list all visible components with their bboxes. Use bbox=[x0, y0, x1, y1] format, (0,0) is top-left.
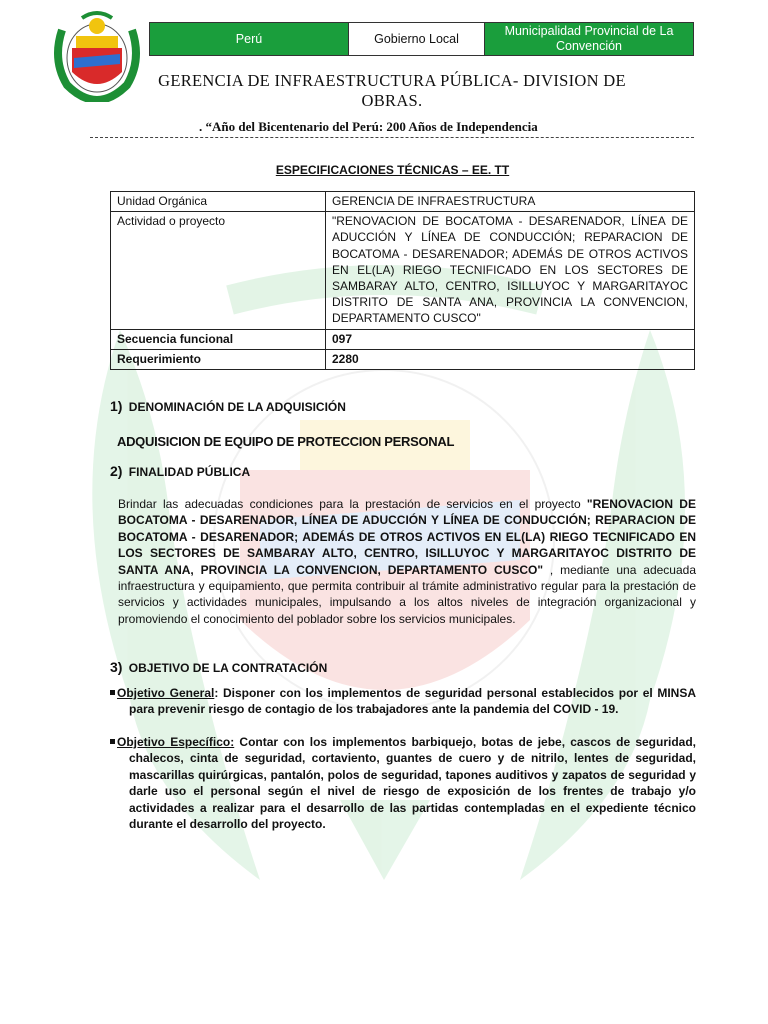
section-title: FINALIDAD PÚBLICA bbox=[128, 465, 251, 479]
table-value: GERENCIA DE INFRAESTRUCTURA bbox=[326, 192, 695, 212]
info-table bbox=[110, 191, 695, 370]
section-1-heading bbox=[110, 398, 346, 414]
section-title: DENOMINACIÓN DE LA ADQUISICIÓN bbox=[128, 400, 346, 414]
section-title: OBJETIVO DE LA CONTRATACIÓN bbox=[128, 661, 328, 675]
finalidad-prefix: Brindar las adecuadas condiciones para la prestación de servicios en el proyecto bbox=[118, 497, 587, 511]
table-value: 097 bbox=[326, 329, 695, 349]
objetivo-especifico-text: Contar con los implementos barbiquejo, botas de jebe, cascos de seguridad, chalecos, cinta de seguridad, cortaviento, guantes de cuero y de nitrilo, lentes de seguridad, mascarillas quirúrgicas, pantalón, polos de seguridad, tapones auditivos y zapatos de seguridad y darle uso el personal según el nivel de riesgo de exposición de los frentes de trabajo y/o actividades a realizar para el desarrollo de las partidas contempladas en el expediente técnico durante el desarrollo del proyecto. bbox=[129, 735, 697, 832]
table-value: "RENOVACION DE BOCATOMA - DESARENADOR, LÍNEA DE ADUCCIÓN Y LÍNEA DE CONDUCCIÓN; REPARACION DE BOCATOMA - DESARENADOR; ADEMÁS DE OTROS ACTIVOS EN EL(LA) RIEGO TECNIFICADO EN LOS SECTORES DE SAMBARAY ALTO, CENTRO, ISILLUYOC Y MARGARITAYOC DISTRITO DE SANTA ANA, PROVINCIA LA CONVENCION, DEPARTAMENTO CUSCO" bbox=[326, 212, 695, 329]
table-value: 2280 bbox=[326, 349, 695, 369]
header-gobierno-local: Gobierno Local bbox=[348, 23, 485, 55]
objetivo-especifico-label: Objetivo Específico: bbox=[117, 735, 235, 749]
header-bar bbox=[149, 22, 694, 56]
gerencia-title: GERENCIA DE INFRAESTRUCTURA PÚBLICA- DIVISION DE OBRAS. bbox=[158, 71, 626, 110]
table-key: Actividad o proyecto bbox=[111, 212, 326, 329]
header-divider bbox=[90, 137, 694, 138]
header-municipalidad: Municipalidad Provincial de La Convención bbox=[485, 23, 693, 55]
table-row bbox=[111, 329, 695, 349]
section-number: 2) bbox=[110, 463, 123, 479]
bullet-square-icon bbox=[110, 690, 115, 695]
table-row bbox=[111, 192, 695, 212]
objetivo-general-text: : Disponer con los implementos de seguridad personal establecidos por el MINSA para prevenir riesgo de contagio de los trabajadores ante la pandemia del COVID - 19. bbox=[129, 686, 696, 717]
table-key: Unidad Orgánica bbox=[111, 192, 326, 212]
objetivo-especifico bbox=[110, 734, 696, 832]
anio-bicentenario: . “Año del Bicentenario del Perú: 200 Años de Independencia bbox=[199, 119, 538, 134]
section-number: 3) bbox=[110, 659, 123, 675]
municipal-seal-logo bbox=[52, 10, 142, 102]
finalidad-suffix: , mediante una adecuada infraestructura y equipamiento, que permita contribuir al trámite administrativo regular para la prestación de servicios y actividades municipales, impulsando a los altos niveles de integración organizacional y promoviendo el conocimiento del poblador sobre los servicios municipales. bbox=[118, 562, 696, 626]
table-key: Requerimiento bbox=[111, 349, 326, 369]
header-peru: Perú bbox=[150, 23, 348, 55]
bullet-square-icon bbox=[110, 739, 115, 744]
table-key: Secuencia funcional bbox=[111, 329, 326, 349]
section-number: 1) bbox=[110, 398, 123, 414]
table-row bbox=[111, 349, 695, 369]
finalidad-paragraph bbox=[118, 496, 696, 627]
table-row bbox=[111, 212, 695, 329]
spec-title: ESPECIFICACIONES TÉCNICAS – EE. TT bbox=[275, 163, 510, 177]
adquisicion-text: ADQUISICION DE EQUIPO DE PROTECCION PERSONAL bbox=[117, 434, 455, 449]
objetivo-general-label: Objetivo General bbox=[117, 686, 215, 700]
section-2-heading bbox=[110, 463, 250, 479]
finalidad-project: "RENOVACION DE BOCATOMA - DESARENADOR, LÍNEA DE ADUCCIÓN Y LÍNEA DE CONDUCCIÓN; REPARACION DE BOCATOMA - DESARENADOR; ADEMÁS DE OTROS ACTIVOS EN EL(LA) RIEGO TECNIFICADO EN LOS SECTORES DE SAMBARAY ALTO, CENTRO, ISILLUYOC Y MARGARITAYOC DISTRITO DE SANTA ANA, PROVINCIA LA CONVENCION, DEPARTAMENTO CUSCO" bbox=[118, 497, 696, 577]
section-3-heading bbox=[110, 659, 327, 675]
objetivo-general bbox=[110, 685, 696, 718]
